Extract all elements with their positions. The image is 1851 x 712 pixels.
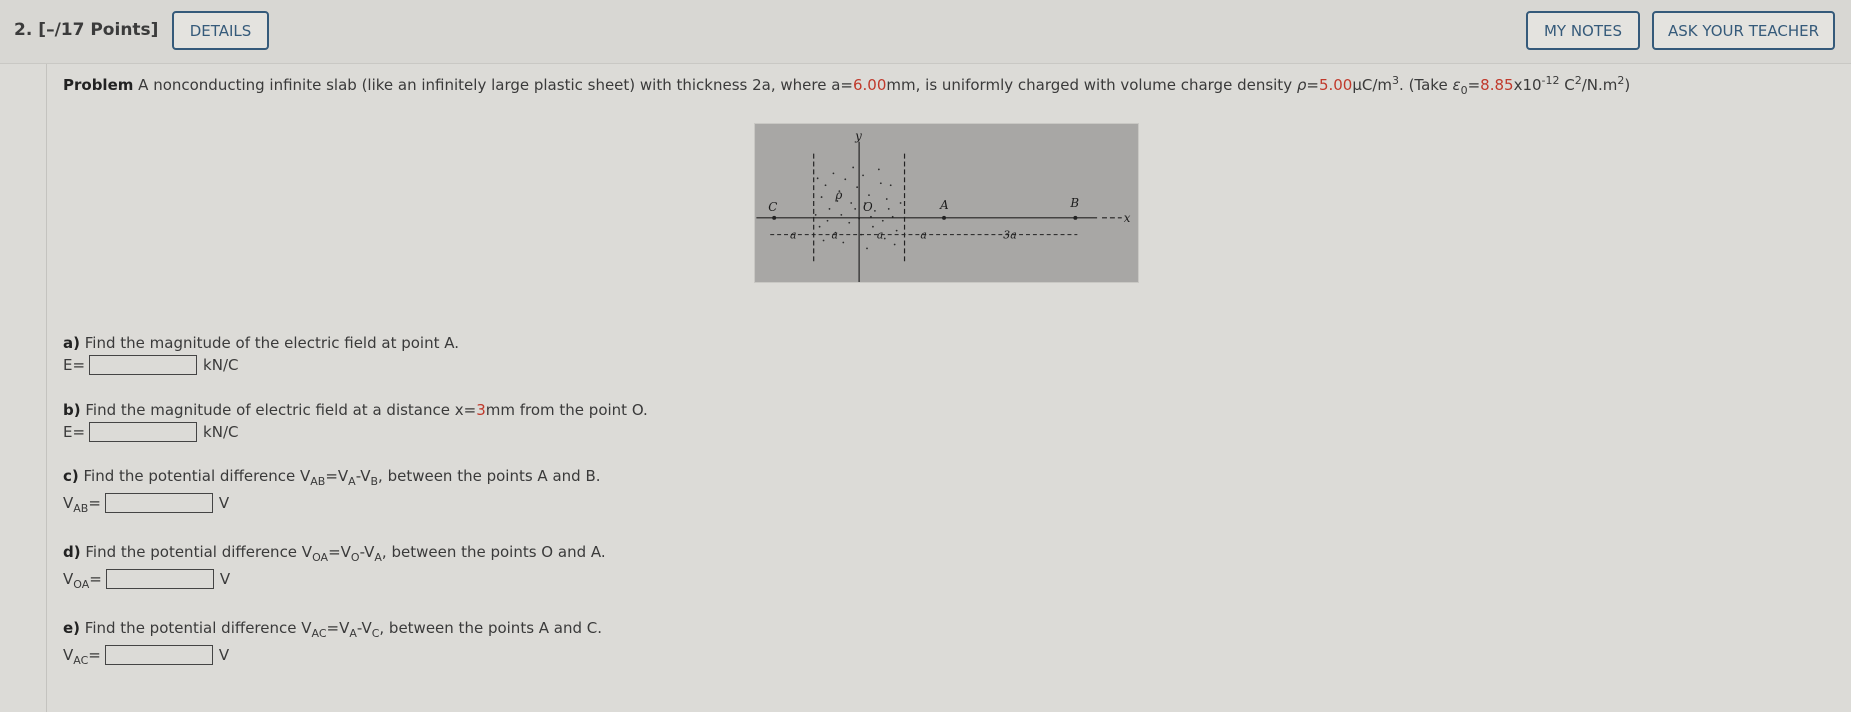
subscript: 0: [1460, 84, 1468, 97]
subscript: A: [348, 475, 356, 488]
equals-sign: =: [89, 570, 102, 588]
figure-dim-a: a: [920, 228, 927, 242]
x-value: 3: [476, 401, 486, 419]
subscript: AC: [311, 627, 327, 640]
part-text: Find the potential difference V: [80, 619, 312, 637]
problem-text: =: [1306, 76, 1319, 94]
answer-variable: E=: [63, 356, 86, 374]
answer-variable: [63, 646, 101, 667]
subscript: OA: [312, 551, 329, 564]
variable-symbol: V: [63, 570, 74, 588]
part-letter: b): [63, 401, 81, 419]
problem-text: mm, is uniformly charged with volume charge density: [886, 76, 1297, 94]
ask-teacher-button[interactable]: ASK YOUR TEACHER: [1652, 11, 1835, 50]
part-d-prompt: [63, 543, 606, 564]
superscript: -12: [1541, 74, 1560, 87]
points-label: [–/17 Points]: [38, 20, 159, 40]
subscript: B: [370, 475, 379, 488]
part-c-answer-row: [63, 493, 229, 513]
part-text: Find the potential difference V: [80, 543, 313, 561]
answer-unit: V: [218, 494, 230, 512]
figure-label-rho: ρ: [835, 188, 843, 203]
part-letter: c): [63, 467, 79, 485]
part-d-answer-input[interactable]: [106, 569, 214, 589]
subscript: C: [371, 627, 380, 640]
superscript: 2: [1617, 74, 1625, 87]
figure-dim-3a: 3a: [1003, 228, 1017, 242]
variable-symbol: V: [63, 646, 74, 664]
part-letter: a): [63, 334, 80, 352]
answer-unit: kN/C: [203, 356, 239, 374]
figure-label-x: x: [1123, 210, 1131, 225]
subscript: AB: [310, 475, 326, 488]
subscript: OA: [73, 578, 90, 591]
subscript: AC: [73, 654, 89, 667]
question-number: 2.: [14, 20, 33, 40]
variable-symbol: V: [63, 494, 74, 512]
problem-text: . (Take: [1399, 76, 1453, 94]
answer-unit: V: [219, 570, 231, 588]
part-text: -V: [356, 619, 372, 637]
part-e-answer-row: [63, 645, 229, 665]
subscript: A: [349, 627, 357, 640]
slab-diagram: [755, 124, 1138, 282]
figure-label-a-point: A: [940, 197, 949, 212]
part-text: Find the potential difference V: [78, 467, 311, 485]
figure-label-c: C: [768, 199, 778, 214]
left-rule: [46, 64, 47, 712]
part-e-prompt: [63, 619, 603, 640]
part-b-answer-input[interactable]: [89, 422, 197, 442]
subscript: AB: [73, 502, 89, 515]
a-value: 6.00: [853, 76, 887, 94]
part-text: -V: [355, 467, 371, 485]
figure-dim-a: a: [876, 228, 884, 242]
part-letter: e): [63, 619, 81, 637]
part-text: Find the magnitude of the electric field at point A.: [79, 334, 460, 352]
my-notes-button[interactable]: MY NOTES: [1526, 11, 1640, 50]
answer-unit: kN/C: [203, 423, 239, 441]
part-text: mm from the point O.: [485, 401, 648, 419]
answer-variable: E=: [63, 423, 86, 441]
part-text: , between the points A and B.: [378, 467, 601, 485]
problem-text: /N.m: [1581, 76, 1618, 94]
question-header: [0, 0, 1851, 64]
epsilon-value: 8.85: [1480, 76, 1514, 94]
rho-symbol: ρ: [1296, 76, 1307, 94]
part-text: =V: [325, 467, 349, 485]
part-a-prompt: [63, 334, 459, 352]
figure-dim-a: a: [789, 228, 797, 242]
part-text: =V: [328, 543, 351, 561]
part-a-answer-input[interactable]: [89, 355, 197, 375]
figure-label-o: O: [863, 199, 873, 214]
part-b-answer-row: [63, 422, 238, 442]
problem-text: x10: [1513, 76, 1542, 94]
equals-sign: =: [88, 646, 101, 664]
answer-variable: [63, 570, 102, 591]
superscript: 2: [1574, 74, 1582, 87]
equals-sign: =: [88, 494, 101, 512]
part-text: =V: [326, 619, 350, 637]
superscript: 3: [1392, 74, 1400, 87]
part-c-answer-input[interactable]: [105, 493, 213, 513]
details-button[interactable]: DETAILS: [172, 11, 269, 50]
problem-text: C: [1559, 76, 1575, 94]
part-a-answer-row: [63, 355, 238, 375]
problem-text: ): [1624, 76, 1631, 94]
part-letter: d): [63, 543, 81, 561]
figure-dim-a: a: [831, 228, 838, 242]
part-text: Find the magnitude of electric field at a distance x=: [80, 401, 477, 419]
answer-unit: V: [218, 646, 230, 664]
figure-label-b: B: [1070, 195, 1080, 210]
part-e-answer-input[interactable]: [105, 645, 213, 665]
part-c-prompt: [63, 467, 601, 488]
part-b-prompt: [63, 401, 648, 419]
part-d-answer-row: [63, 569, 230, 589]
answer-variable: [63, 494, 101, 515]
problem-text: A nonconducting infinite slab (like an infinitely large plastic sheet) with thickness 2a, where a=: [133, 76, 853, 94]
part-text: -V: [359, 543, 375, 561]
subscript: A: [374, 551, 382, 564]
subscript: O: [350, 551, 360, 564]
part-text: , between the points O and A.: [381, 543, 606, 561]
problem-statement: [63, 74, 1823, 96]
slab-figure: [754, 123, 1139, 283]
problem-text: μC/m: [1352, 76, 1393, 94]
problem-lead: Problem: [63, 76, 134, 94]
rho-value: 5.00: [1318, 76, 1353, 94]
part-text: , between the points A and C.: [379, 619, 603, 637]
epsilon-symbol: ε: [1452, 76, 1461, 94]
problem-text: =: [1467, 76, 1481, 94]
figure-label-y: y: [855, 128, 862, 143]
question-title: [14, 20, 158, 40]
